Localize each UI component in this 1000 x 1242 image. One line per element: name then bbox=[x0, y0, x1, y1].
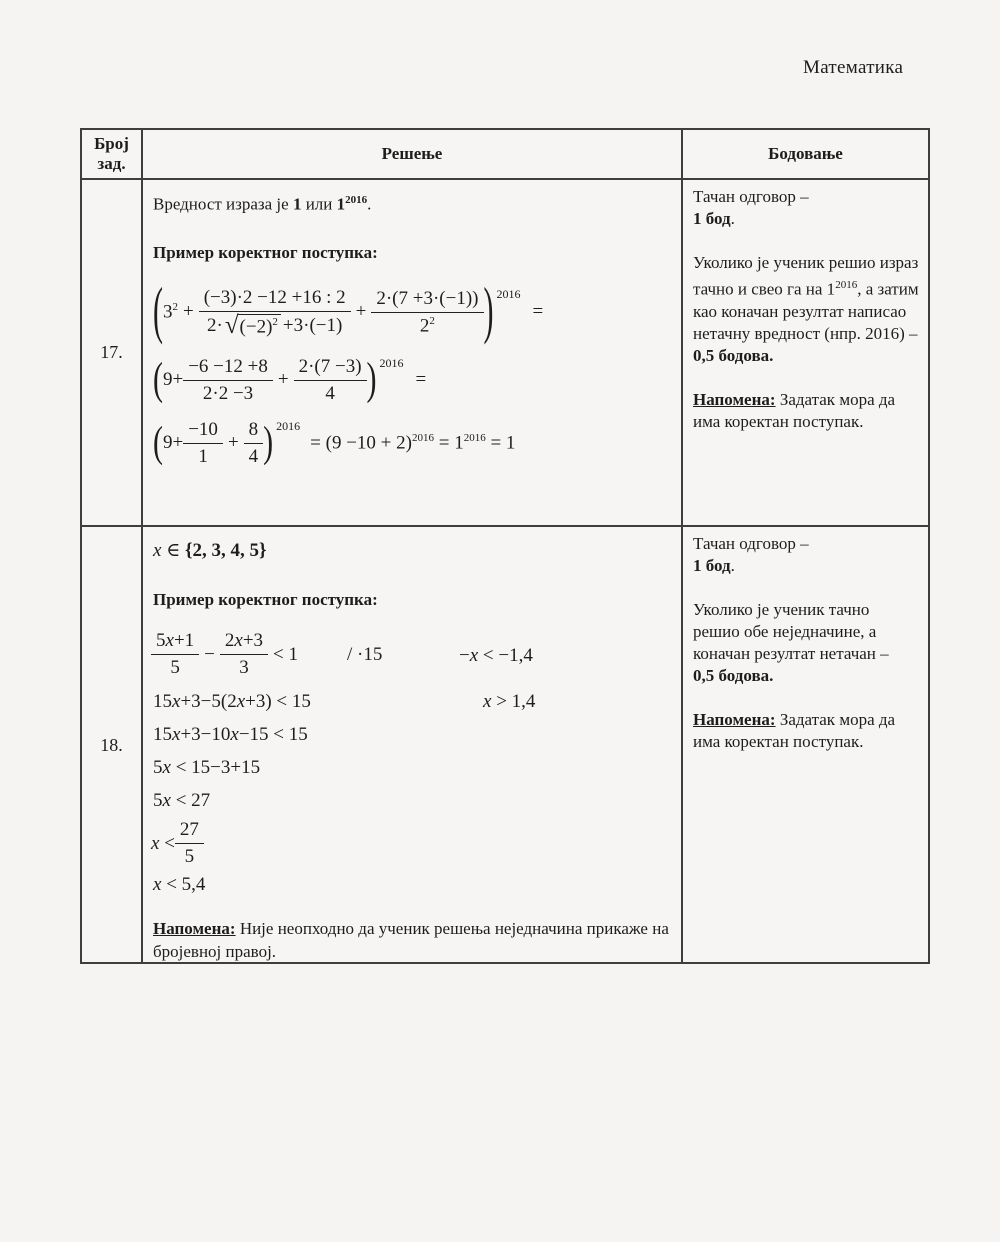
header-problem-line2: зад. bbox=[97, 154, 126, 173]
problem-17-solution bbox=[143, 180, 683, 527]
problem-18-solution bbox=[143, 527, 683, 964]
lead-term: 9+ bbox=[163, 369, 184, 391]
scoring-partial-credit: Уколико је ученик тачно решио обе неједначине, а коначан резултат нетачан – 0,5 бодова. bbox=[693, 600, 889, 685]
intro-period: . bbox=[367, 194, 372, 214]
left-paren: ( bbox=[153, 276, 163, 346]
answer-value-2: 1 bbox=[336, 194, 346, 214]
problem-18-inequality-line-2 bbox=[153, 691, 673, 712]
right-paren: ) bbox=[366, 354, 377, 405]
scoring-correct-answer: Тачан одговор – 1 бод. bbox=[693, 534, 809, 575]
radical-icon: √ bbox=[224, 311, 239, 339]
comparison: < 1 bbox=[273, 643, 298, 665]
problem-18-inequality-line-7: x < 5,4 bbox=[153, 874, 206, 895]
answer-table bbox=[80, 128, 930, 964]
left-paren: ( bbox=[153, 418, 163, 467]
fraction-a bbox=[199, 287, 351, 338]
answer-value-1: 1 bbox=[292, 194, 302, 214]
plus-operator: + bbox=[355, 301, 367, 323]
fraction-a-denominator: 1 bbox=[198, 445, 208, 467]
header-scoring-label: Бодовање bbox=[768, 144, 843, 164]
den-prefix: 2· bbox=[206, 314, 223, 336]
problem-17-formula-3 bbox=[153, 419, 673, 468]
header-cell-scoring bbox=[683, 130, 928, 180]
minus-operator: − bbox=[204, 643, 215, 665]
equals-sign: = bbox=[532, 301, 544, 323]
fraction-b-denominator: 4 bbox=[248, 445, 259, 467]
problem-18-number bbox=[82, 527, 143, 964]
fraction-b-denominator: 4 bbox=[325, 382, 335, 404]
plus-operator: + bbox=[183, 301, 194, 323]
fraction-b bbox=[371, 288, 483, 337]
element-of-symbol: ∈ bbox=[161, 540, 186, 561]
problem-17-answer-statement bbox=[153, 194, 673, 215]
problem-18-inequality-line-4: 5x < 15−3+15 bbox=[153, 757, 261, 778]
fraction-b-numerator: 2·(7 −3) bbox=[294, 356, 367, 381]
problem-17-formula-2 bbox=[153, 356, 673, 405]
inequality-left: x < bbox=[151, 832, 175, 854]
problem-18-answer-statement bbox=[153, 539, 673, 562]
problem-18-inequality-line-6 bbox=[151, 819, 673, 868]
fraction-a-denominator bbox=[199, 312, 351, 338]
power-exponent: 2016 bbox=[276, 418, 301, 433]
intro-or: или bbox=[301, 194, 337, 214]
plus-operator: + bbox=[277, 369, 289, 391]
header-cell-problem-number bbox=[82, 130, 143, 180]
fraction-a bbox=[183, 419, 223, 468]
problem-18-inequality-line-1 bbox=[151, 630, 673, 679]
fraction-a-denominator: 2·2 −3 bbox=[202, 382, 254, 404]
intro-text: Вредност израза је bbox=[153, 194, 293, 214]
note-label: Напомена: bbox=[153, 919, 236, 938]
equals-sign: = bbox=[415, 369, 427, 391]
problem-18-inequality-line-5: 5x < 27 bbox=[153, 790, 211, 811]
den-suffix: +3·(−1) bbox=[282, 314, 343, 336]
fraction-a-numerator: 5x+1 bbox=[151, 630, 199, 655]
fraction-a bbox=[151, 630, 199, 679]
fraction-numerator: 27 bbox=[175, 819, 204, 844]
note-text: Није неопходно да ученик решења неједначина прикаже на бројевној правој. bbox=[153, 919, 669, 961]
problem-17-scoring bbox=[683, 180, 928, 527]
fraction-b-denominator: $2^2$ bbox=[419, 314, 435, 336]
evaluation-chain: = $(9 -10 + 2)^{2016} = 1^{2016} = 1$ bbox=[310, 432, 516, 454]
scoring-correct-answer: Тачан одговор – 1 бод. bbox=[693, 187, 809, 228]
problem-17-example-heading: Пример коректног поступка: bbox=[153, 242, 378, 262]
fraction-b bbox=[294, 356, 367, 405]
problem-18-solution-note bbox=[153, 917, 688, 963]
radicand: $(-2)^2$ bbox=[238, 314, 281, 338]
fraction bbox=[175, 819, 204, 868]
multiply-both-sides: / ·15 bbox=[347, 643, 383, 665]
side-note: −x < −1,4 bbox=[459, 645, 533, 666]
fraction-b bbox=[244, 419, 264, 468]
scoring-note: Напомена: Задатак мора да има коректан поступак. bbox=[693, 710, 896, 751]
problem-17-formula-1 bbox=[153, 276, 673, 346]
lead-term: 9+ bbox=[163, 432, 184, 454]
power-exponent: 2016 bbox=[496, 286, 521, 301]
problem-18-scoring bbox=[683, 527, 928, 964]
plus-operator: + bbox=[227, 432, 239, 454]
fraction-b-numerator: 2·(7 +3·(−1)) bbox=[371, 288, 483, 313]
problem-17-number bbox=[82, 180, 143, 527]
fraction-a-numerator: (−3)·2 −12 +16 : 2 bbox=[199, 287, 351, 312]
right-paren: ) bbox=[263, 418, 274, 467]
answer-exponent: 2016 bbox=[345, 194, 368, 206]
left-paren: ( bbox=[153, 354, 163, 405]
header-problem-line1: Број bbox=[94, 134, 129, 154]
problem-18-number-text: 18. bbox=[100, 735, 123, 755]
base-term: $3^2$ bbox=[163, 301, 178, 323]
fraction-b-numerator: 8 bbox=[244, 419, 264, 444]
problem-17-number-text: 17. bbox=[100, 342, 123, 362]
square-root bbox=[224, 311, 281, 339]
fraction-a bbox=[183, 356, 273, 405]
inequality-step: 15x+3−5(2x+3) < 15 bbox=[153, 691, 311, 712]
fraction-denominator: 5 bbox=[184, 846, 195, 867]
header-solution-label: Решење bbox=[381, 144, 443, 164]
problem-18-example-heading: Пример коректног поступка: bbox=[153, 590, 378, 609]
side-note: x > 1,4 bbox=[483, 691, 536, 712]
solution-set: {2, 3, 4, 5} bbox=[185, 540, 267, 561]
problem-18-inequality-line-3: 15x+3−10x−15 < 15 bbox=[153, 724, 308, 745]
scoring-partial-credit: Уколико је ученик решио израз тачно и свео га на $1^{2016}$, а затим као коначан резултат написао нетачну вредност (нпр. 2016) – 0,5 бодова. bbox=[693, 253, 919, 365]
right-paren: ) bbox=[483, 276, 494, 346]
power-exponent: 2016 bbox=[379, 355, 404, 370]
fraction-b-denominator: 3 bbox=[239, 657, 249, 678]
scoring-note: Напомена: Задатак мора да има коректан поступак. bbox=[693, 389, 896, 431]
variable-x: x bbox=[153, 540, 162, 561]
fraction-a-numerator: −10 bbox=[183, 419, 223, 444]
fraction-b-numerator: 2x+3 bbox=[220, 630, 268, 655]
page-title: Математика bbox=[803, 57, 904, 78]
fraction-a-numerator: −6 −12 +8 bbox=[183, 356, 273, 381]
fraction-a-denominator: 5 bbox=[170, 657, 180, 678]
header-cell-solution bbox=[143, 130, 683, 180]
fraction-b bbox=[220, 630, 268, 679]
